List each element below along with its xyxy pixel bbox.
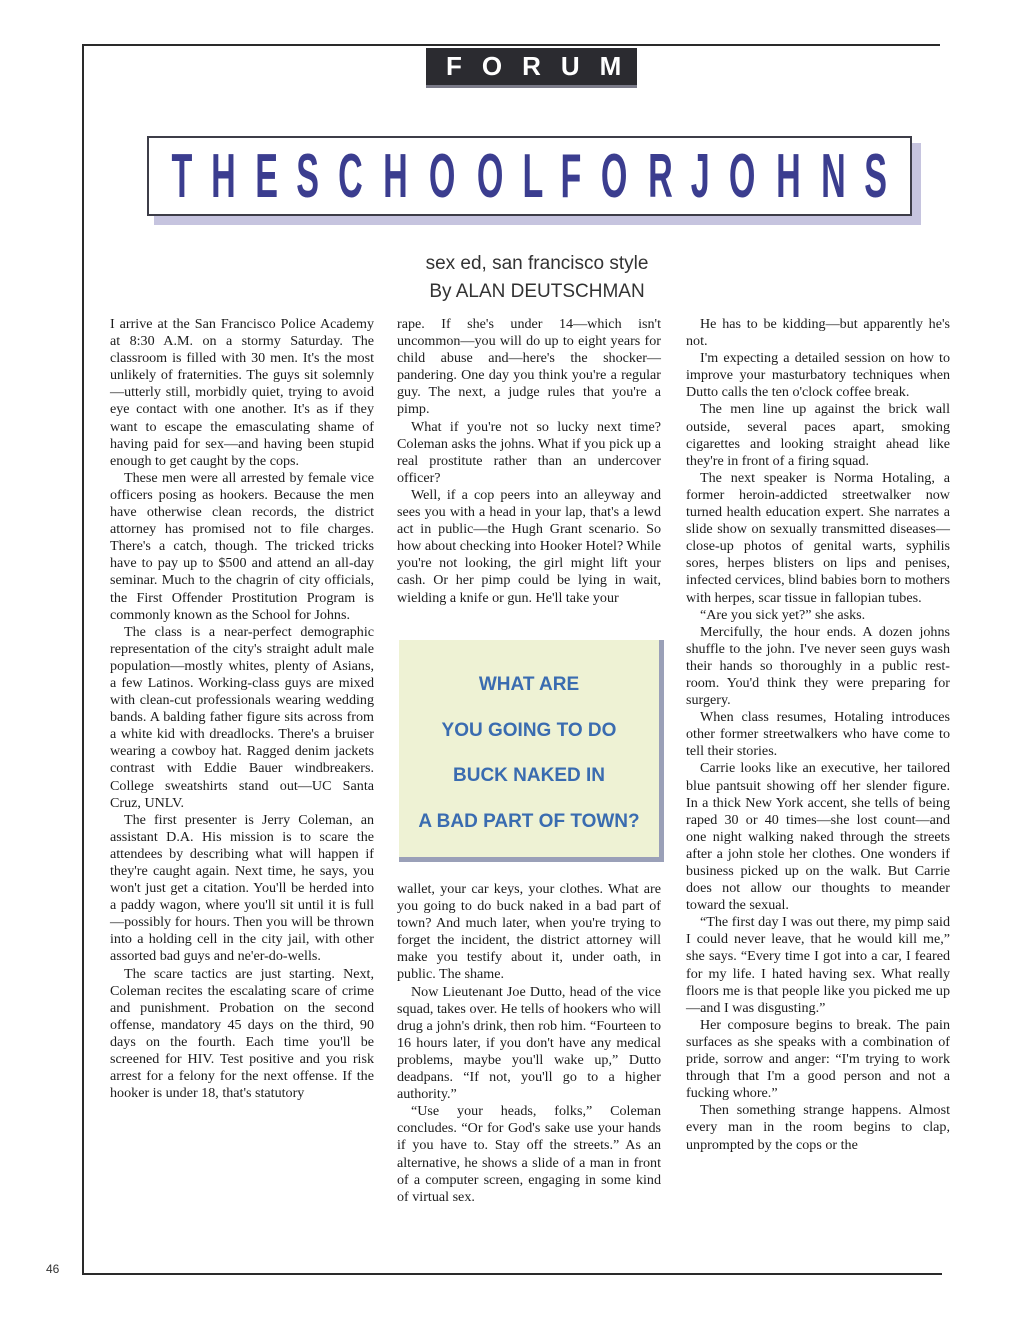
paragraph: These men were all arrested by female vice officers posing as hookers. Because the men have otherwise clean records, the district attorney has promised not to file charges. There's a catch, though. The tricked tricks have to pay up to $500 and attend an all-day seminar. Much to the chagrin of city officials, the First Offender Prostitution Program is commonly known as the School for Johns.	[110, 469, 374, 623]
byline: By ALAN DEUTSCHMAN	[429, 281, 645, 302]
paragraph: When class resumes, Hotaling introduces other former streetwalkers who have come to tell their stories.	[686, 709, 950, 760]
paragraph: “Are you sick yet?” she asks.	[700, 606, 866, 623]
frame-bottom-rule	[82, 1273, 942, 1275]
paragraph: The first presenter is Jerry Coleman, an assistant D.A. His mission is to scare the attendees by describing what will happen if they're caught again. Next time, he says, you won't just get a citation. You'll be herded into a paddy wagon, where you'll sit until it is full—possibly for hours. Then you will be thrown into a holding cell in the city jail, with other assorted bad guys and ne'er-do-wells.	[110, 811, 374, 965]
paragraph: The scare tactics are just starting. Next, Coleman recites the escalating scare of crime and punishment. Probation on the second offense, mandatory 45 days on the third, 90 days on the fourth. Each time you'll be screened for HIV. Test positive and you risk arrest for a felony for the next offense. If the hooker is under 18, that's statutory	[110, 965, 374, 1102]
title-letter: O	[601, 141, 628, 211]
paragraph: Then something strange happens. Almost every man in the room begins to clap, unprompted by the cops or the	[686, 1102, 950, 1153]
article-column-2-continued	[397, 881, 661, 1206]
paragraph: Her composure begins to break. The pain surfaces as she speaks with a combination of pride, sorrow and anger: “I'm trying to work through that I'm a good person and not a fucking whore.”	[686, 1016, 950, 1102]
paragraph: “The first day I was out there, my pimp said I could never leave, that he would kill me,” she says. “Every time I got into a car, I feared for my life. I hated having sex. What really floors me is that people like you picked me up—and I was disgusting.”	[686, 914, 950, 1016]
title-letter: O	[477, 141, 504, 211]
paragraph: The class is a near-perfect demographic representation of the city's straight adult male population—mostly whites, plenty of Asians, a few Latinos. Working-class guys are mixed with clean-cut professionals wearing wedding bands. A balding father figure sits across from a white kid with dreadlocks. There's a bruiser wearing a cowboy hat. Ragged denim jackets contrast with Eddie Bauer windbreakers. College sweatshirts stand out—UC Santa Cruz, UNLV.	[110, 623, 374, 811]
paragraph: rape. If she's under 14—which isn't uncommon—you will do up to eight years for child abuse and—here's the shocker—pandering. One day you think you're a regular guy. The next, a judge rules that you're a pimp.	[397, 316, 661, 418]
title-letter: L	[522, 141, 544, 211]
paragraph: wallet, your car keys, your clothes. What are you going to do buck naked in a bad part of town? And much later, when you're trying to forget the incident, the district attorney will make you testify about it, under oath, in public. The shame.	[397, 881, 661, 983]
paragraph: What if you're not so lucky next time? Coleman asks the johns. What if you pick up a real prostitute rather than an undercover officer?	[397, 418, 661, 486]
deck	[382, 250, 692, 306]
pull-quote-line: BUCK NAKED IN	[453, 765, 605, 787]
paragraph: I arrive at the San Francisco Police Academy at 8:30 A.M. on a stormy Saturday. The classroom is filled with 30 men. It's the most unlikely of fraternities. The guys sit solemnly—utterly still, morbidly quiet, trying to avoid eye contact with one another. It's as if they want to escape the emasculating shame of having paid for sex—and having been stupid enough to get caught by the cops.	[110, 316, 374, 469]
title-letter: O	[428, 141, 456, 211]
paragraph: Mercifully, the hour ends. A dozen johns shuffle to the john. I've never seen guys wash their hands so thoroughly in a public rest-room. You'd think they were preparing for surgery.	[686, 623, 950, 709]
paragraph: Now Lieutenant Joe Dutto, head of the vice squad, takes over. He tells of hookers who will drug a john's drink, then rob him. “Fourteen to 16 hours later, if you don't have any medical problems, maybe you'll wake up,” Dutto deadpans. “If not, you'll go to a higher authority.”	[397, 983, 661, 1103]
paragraph: He has to be kidding—but apparently he's not.	[686, 316, 950, 350]
frame-left-rule	[82, 44, 84, 1274]
pull-quote-line: YOU GOING TO DO	[441, 719, 617, 741]
paragraph: Carrie looks like an executive, her tailored blue pantsuit showing off her slender figure. In a thick New York accent, she tells of being raped 30 or 40 times—she lost count—and one night walking naked through the streets after a john stole her clothes. One wonders if business picked up on the walk. But Carrie does not allow our thoughts to meander toward the sexual.	[686, 760, 950, 914]
title-letter: C	[338, 141, 364, 211]
paragraph: I'm expecting a detailed session on how to improve your masturbatory techniques when Dutto calls the ten o'clock coffee break.	[686, 350, 950, 401]
pull-quote	[399, 640, 664, 862]
pull-quote-line: WHAT ARE	[478, 673, 580, 695]
title-letter: J	[690, 141, 710, 211]
page-number: 46	[46, 1262, 60, 1276]
article-column-1	[110, 316, 374, 1102]
paragraph: Well, if a cop peers into an alleyway and sees you with a head in your lap, that's a lewd act in public—the Hugh Grant scenario. So how about checking into Hooker Hotel? While you're not looking, the girl might lift your cash. Or her pimp could be lying in wait, wielding a knife or gun. He'll take your	[397, 486, 661, 606]
paragraph: “Use your heads, folks,” Coleman concludes. “Or for God's sake use your hands if you have to. Stay off the streets.” As an alternative, he shows a slide of a man in front of a computer screen, engaging in some kind of virtual sex.	[397, 1103, 661, 1205]
section-tag: FORUM	[426, 48, 637, 88]
article-title	[147, 136, 912, 216]
frame-top-rule	[82, 44, 940, 46]
paragraph: The next speaker is Norma Hotaling, a former heroin-addicted streetwalker now turned health education expert. She narrates a slide show on sexually transmitted diseases—close-up photos of genital warts, syphilis sores, herpes blisters on lips and penises, infected cervices, blind babies born to mothers with herpes, scar tissue in fallopian tubes.	[686, 469, 950, 606]
article-column-3	[686, 316, 950, 1154]
pull-quote-line: A BAD PART OF TOWN?	[418, 811, 640, 833]
title-letter: H	[210, 141, 236, 211]
article-column-2	[397, 316, 661, 607]
title-letter: R	[648, 141, 674, 211]
paragraph: The men line up against the brick wall outside, several paces apart, smoking cigarettes and looking straight ahead like they're in front of a firing squad.	[686, 401, 950, 469]
title-letter: S	[296, 141, 320, 211]
title-letter: S	[864, 141, 888, 211]
title-letter: H	[775, 141, 801, 211]
title-letter: E	[254, 141, 278, 211]
title-letter: H	[383, 141, 408, 211]
subtitle: sex ed, san francisco style	[425, 253, 649, 274]
title-letter: T	[171, 141, 193, 211]
title-letter: F	[560, 141, 582, 211]
title-letter: N	[820, 141, 846, 211]
title-letter: O	[728, 141, 756, 211]
